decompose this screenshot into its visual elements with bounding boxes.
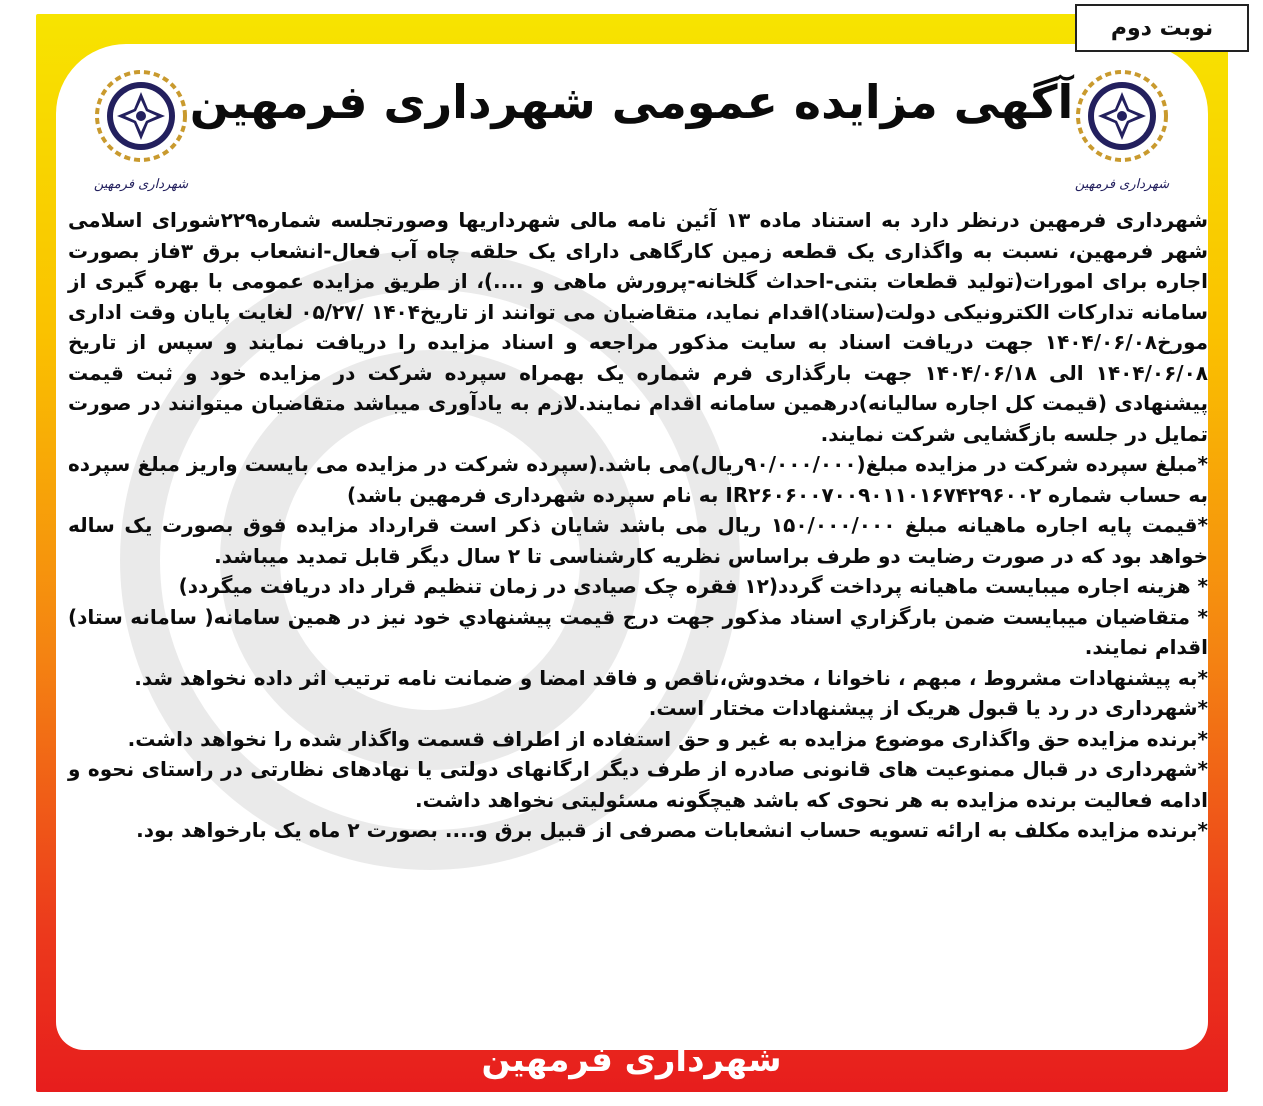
ad-body — [68, 205, 1208, 1005]
page-title: آگهی مزایده عمومی شهرداری فرمهین — [189, 75, 1074, 129]
condition-item: *به پیشنهادات مشروط ، مبهم ، ناخوانا ، مخدوش،ناقص و فاقد امضا و ضمانت نامه ترتیب اثر داده نخواهد شد. — [134, 665, 1208, 690]
condition-item: *شهرداری در رد یا قبول هریک از پیشنهادات مختار است. — [648, 696, 1208, 720]
intro-paragraph: شهرداری فرمهین درنظر دارد به استناد ماده ۱۳ آئین نامه مالی شهرداریها وصورتجلسه شماره۲۲۹شورای اسلامی شهر فرمهین، نسبت به واگذاری یک قطعه زمین کارگاهی دارای یک حلقه چاه آب فعال-انشعاب برق ۳فاز بصورت اجاره برای امورات(تولید قطعات بتنی-احداث گلخانه-پرورش ماهی و ....)، از طریق مزایده عمومی با بهره گیری از سامانه تدارکات الکترونیکی دولت(ستاد)اقدام نماید، متقاضیان می توانند از تاریخ۱۴۰۴ /۰۵/۲۷ لغایت پایان وقت اداری مورخ۱۴۰۴/۰۶/۰۸ جهت دریافت اسناد به سایت مذکور مراجعه و اسناد مزایده را دریافت نمایند و سپس از تاریخ ۱۴۰۴/۰۶/۰۸ الی ۱۴۰۴/۰۶/۱۸ جهت بارگذاری فرم شماره یک بهمراه سپرده شرکت در مزایده خود و ثبت قیمت پیشنهادی (قیمت کل اجاره سالیانه)درهمین سامانه اقدام نمایند.لازم به یادآوری میباشد متقاضیان میتوانند در صورت تمایل در جلسه بازگشایی شرکت نمایند. — [68, 208, 1208, 446]
condition-item: * هزینه اجاره میبایست ماهیانه پرداخت گردد(۱۲ فقره چک صیادی در زمان تنظیم قرار داد دریافت میگردد) — [178, 574, 1208, 598]
condition-item: * متقاضیان میبایست ضمن بارگزاري اسناد مذکور جهت درج قیمت پیشنهادي خود نیز در همین سامانه( سامانه ستاد) اقدام نمایند. — [68, 604, 1208, 659]
footer-banner — [0, 1034, 1263, 1086]
condition-item: *برنده مزایده حق واگذاری موضوع مزایده به غیر و حق استفاده از اطراف قسمت واگذار شده را نخواهد داشت. — [127, 726, 1208, 751]
condition-item: *برنده مزایده مکلف به ارائه تسویه حساب انشعابات مصرفی از قبیل برق و.... بصورت ۲ ماه یک بارخواهد بود. — [136, 818, 1208, 842]
condition-item: *مبلغ سپرده شرکت در مزایده مبلغ(۹۰/۰۰۰/۰۰۰ریال)می باشد.(سپرده شرکت در مزایده می بایست واریز مبلغ سپرده به حساب شماره IR۲۶۰۶۰۰۷۰۰۹۰۱۱۰۱۶۷۴۲۹۶۰۰۲ به نام سپرده شهرداری فرمهین باشد) — [68, 452, 1208, 507]
condition-item: *شهرداری در قبال ممنوعیت های قانونی صادره از طرف دیگر ارگانهای دولتی یا نهادهای نظارتی در راستای نحوه و ادامه فعالیت برنده مزایده به هر نحوی که باشد هیچگونه مسئولیتی نخواهد داشت. — [68, 757, 1208, 812]
footer-signature: شهرداری فرمهین — [481, 1040, 782, 1080]
condition-item: *قیمت پایه اجاره ماهیانه مبلغ ۱۵۰/۰۰۰/۰۰۰ ریال می باشد شایان ذکر است قرارداد مزایده فوق بصورت یک ساله خواهد بود که در صورت رضایت دو طرف براساس نظریه کارشناسی تا ۲ سال دیگر قابل تمدید میباشد. — [68, 513, 1208, 568]
logo-caption: شهرداری فرمهین — [1074, 177, 1170, 192]
title-banner — [0, 52, 1263, 152]
logo-caption: شهرداری فرمهین — [93, 177, 189, 192]
edition-badge: نوبت دوم — [1075, 4, 1249, 52]
